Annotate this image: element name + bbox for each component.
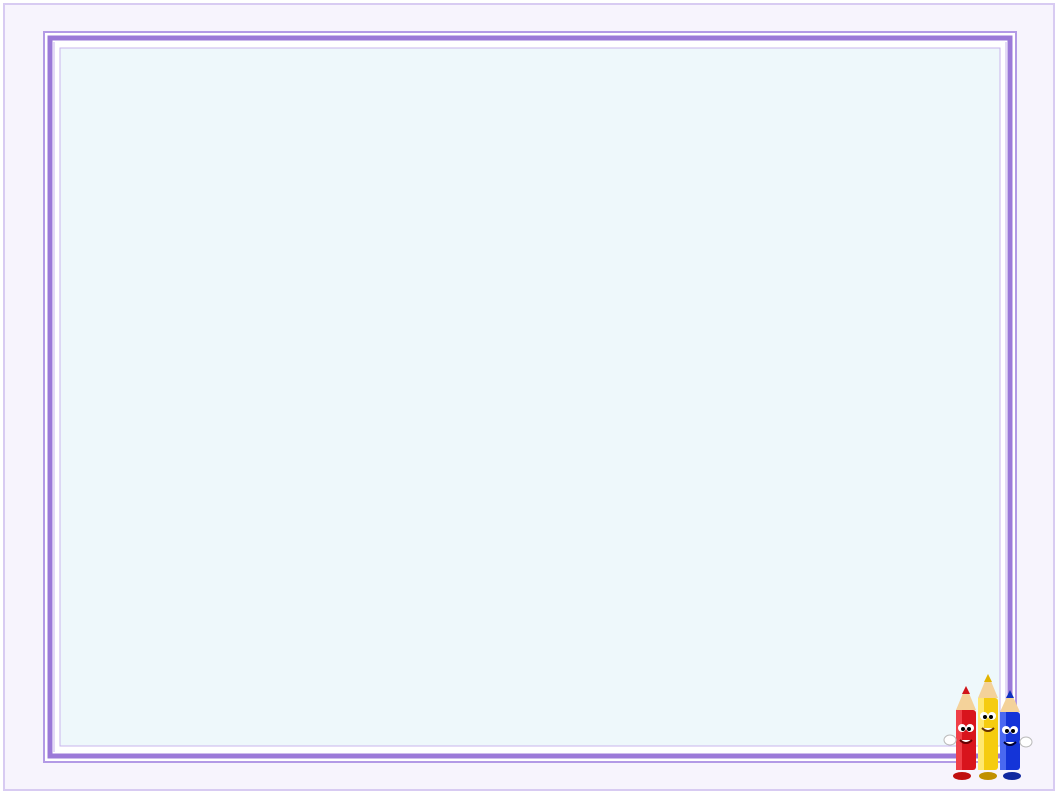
- pencil-characters-icon: [936, 672, 1036, 784]
